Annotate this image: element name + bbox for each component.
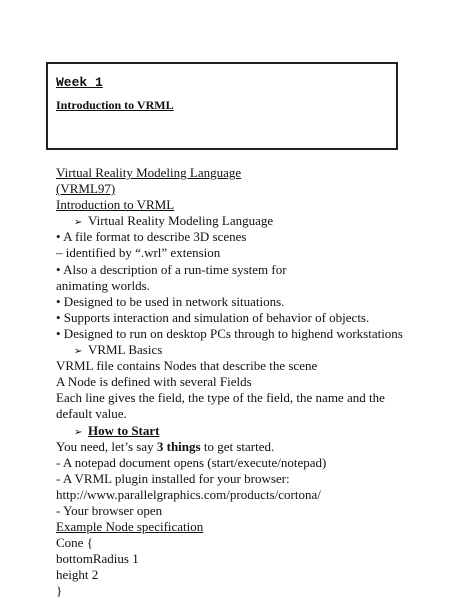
heading-vrml-full: Virtual Reality Modeling Language	[56, 165, 242, 180]
text-need-things	[56, 439, 416, 455]
arrow-bullet-icon: ➢	[74, 217, 83, 229]
arrow-item-text: VRML Basics	[88, 342, 163, 358]
arrow-bullet-icon: ➢	[74, 426, 83, 438]
code-cone: Cone {	[56, 535, 93, 551]
dash-wrl-extension: – identified by “.wrl” extension	[56, 245, 221, 261]
arrow-item-vrml	[56, 213, 416, 229]
bullet-network: • Designed to be used in network situations.	[56, 293, 285, 309]
code-bottom-radius: bottomRadius 1	[56, 551, 139, 567]
text-field-line: Each line gives the field, the type of the field, the name and the default value.	[56, 390, 385, 422]
text-need-post: to get started.	[200, 438, 275, 454]
dash-plugin: - A VRML plugin installed for your browser:	[56, 470, 290, 486]
bullet-file-format: • A file format to describe 3D scenes	[56, 229, 247, 245]
text-fields: A Node is defined with several Fields	[56, 374, 252, 390]
dash-notepad: - A notepad document opens (start/execute/notepad)	[56, 454, 327, 470]
heading-vrml97: (VRML97)	[56, 181, 116, 197]
bullet-interaction: • Supports interaction and simulation of behavior of objects.	[56, 309, 370, 325]
week-header-box	[46, 62, 398, 150]
dash-browser: - Your browser open	[56, 502, 163, 518]
runtime-continuation: animating worlds.	[56, 277, 150, 293]
week-topic-title: Introduction to VRML	[56, 98, 174, 112]
heading-example: Example Node specification	[56, 519, 204, 535]
bullet-runtime: • Also a description of a run-time system for	[56, 261, 287, 277]
arrow-bullet-icon: ➢	[74, 346, 83, 358]
code-close-brace: }	[56, 583, 63, 599]
week-label: Week 1	[56, 75, 103, 90]
text-nodes: VRML file contains Nodes that describe the scene	[56, 358, 318, 374]
plugin-url: http://www.parallelgraphics.com/products/cortona/	[56, 486, 321, 502]
arrow-item-text: Virtual Reality Modeling Language	[88, 213, 274, 229]
bullet-desktop: • Designed to run on desktop PCs through to highend workstations	[56, 325, 403, 341]
code-height: height 2	[56, 567, 99, 583]
text-need-bold: 3 things	[156, 438, 201, 454]
document-body	[56, 165, 416, 600]
arrow-item-text: How to Start	[88, 422, 160, 438]
text-need-pre: You need, let’s say	[56, 438, 157, 454]
arrow-item-howto	[56, 423, 416, 439]
heading-intro: Introduction to VRML	[56, 197, 175, 213]
arrow-item-basics	[56, 342, 416, 358]
